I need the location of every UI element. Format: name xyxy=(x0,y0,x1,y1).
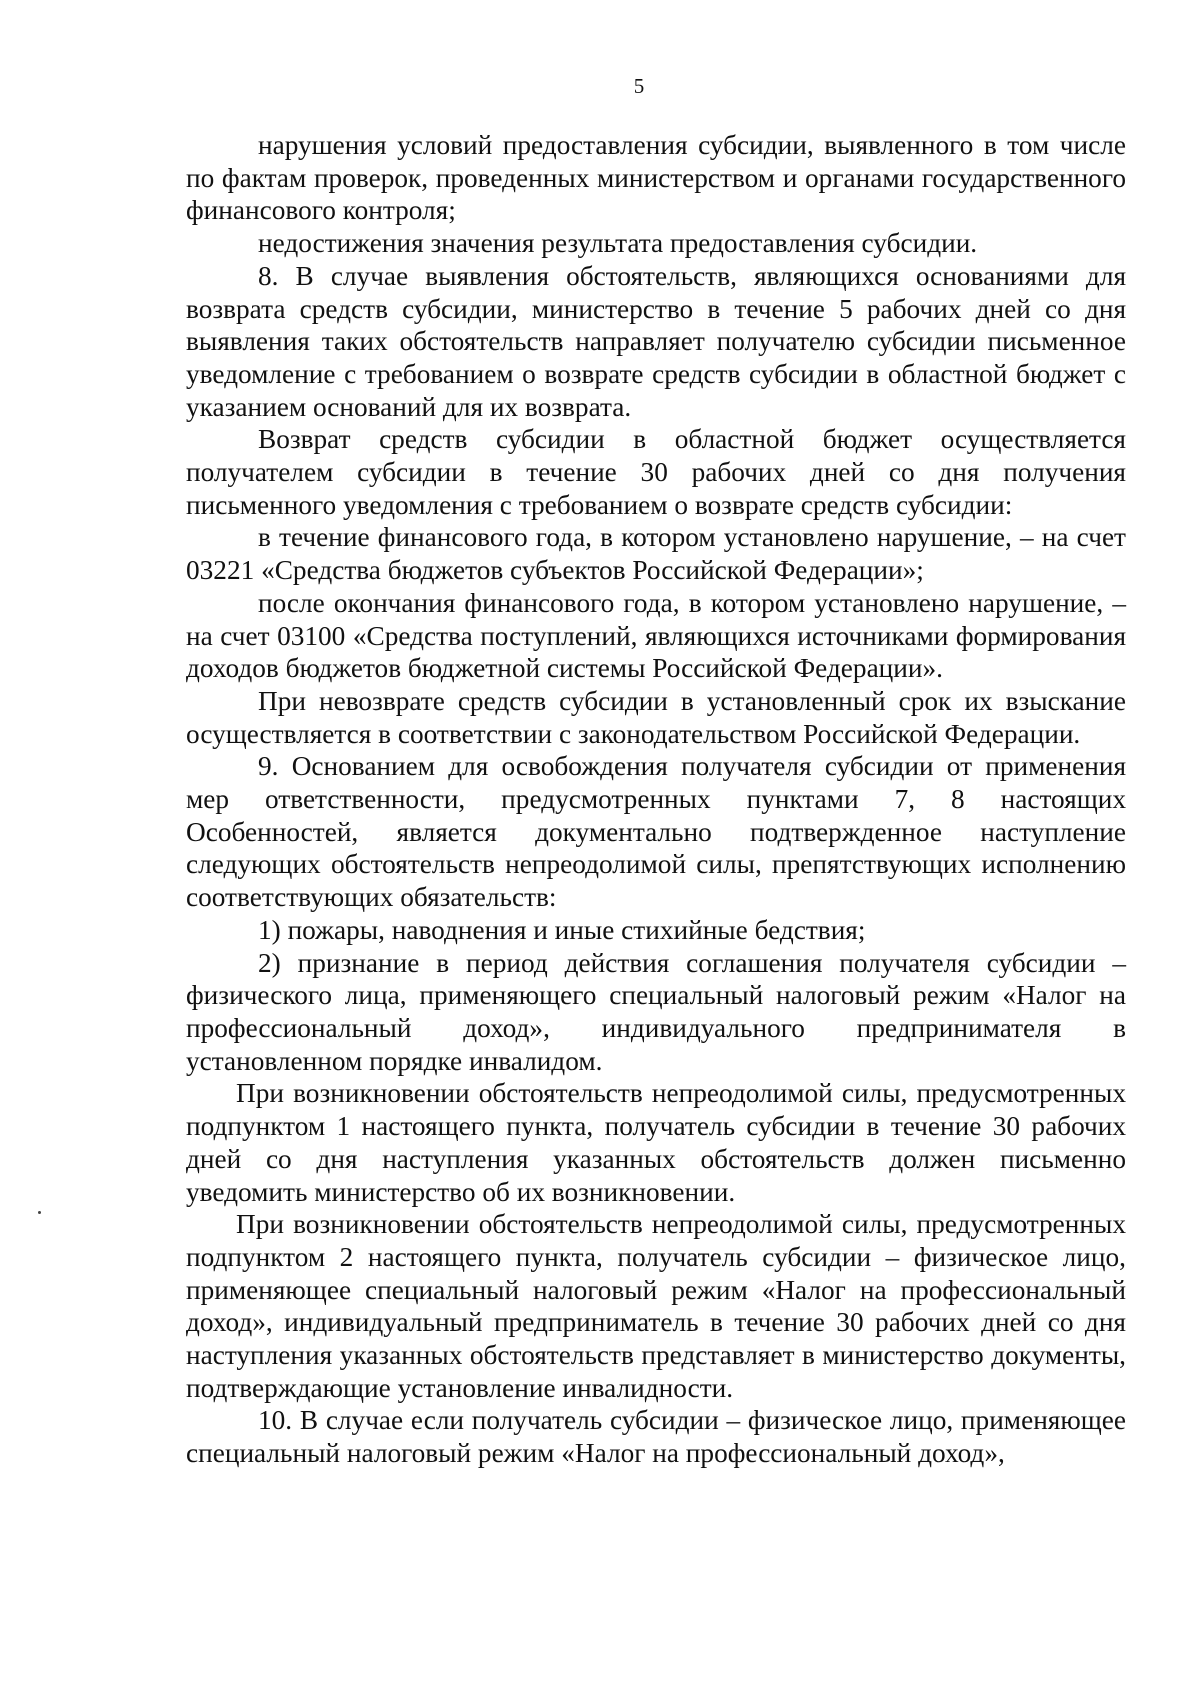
scan-artifact-dot xyxy=(38,1211,41,1214)
paragraph-subitem-1: 1) пожары, наводнения и иные стихийные бедствия; xyxy=(258,914,866,945)
paragraph-account-03100: после окончания финансового года, в котором установлено нарушение, – на счет 03100 «Средства поступлений, являющихся источниками формирования доходов бюджетов бюджетной системы Российской Федерации». xyxy=(186,587,1126,684)
paragraph-violation-conditions: нарушения условий предоставления субсидии, выявленного в том числе по фактам проверок, проведенных министерством и органами государственного финансового контроля; xyxy=(186,130,1126,226)
paragraph-notification-subitem-1: При возникновении обстоятельств непреодолимой силы, предусмотренных подпунктом 1 настоящего пункта, получатель субсидии в течение 30 рабочих дней со дня наступления указанных обстоятельств должен письменно уведомить министерство об их возникновении. xyxy=(186,1078,1126,1207)
paragraph-non-return: При невозврате средств субсидии в установленный срок их взыскание осуществляется в соответствии с законодательством Российской Федерации. xyxy=(186,685,1126,749)
paragraph-notification-subitem-2: При возникновении обстоятельств непреодолимой силы, предусмотренных подпунктом 2 настоящего пункта, получатель субсидии – физическое лицо, применяющее специальный налоговый режим «Налог на профессиональный доход», индивидуальный предприниматель в течение 30 рабочих дней со дня наступления указанных обстоятельств представляет в министерство документы, подтверждающие установление инвалидности. xyxy=(186,1209,1126,1403)
document-body xyxy=(186,129,1126,1470)
page-number: 5 xyxy=(633,74,645,98)
paragraph-item-9: 9. Основанием для освобождения получателя субсидии от применения мер ответственности, предусмотренных пунктами 7, 8 настоящих Особенностей, является документально подтвержденное наступление следующих обстоятельств непреодолимой силы, препятствующих исполнению соответствующих обязательств: xyxy=(186,751,1126,913)
paragraph-refund-procedure: Возврат средств субсидии в областной бюджет осуществляется получателем субсидии в течение 30 рабочих дней со дня получения письменного уведомления с требованием о возврате средств субсидии: xyxy=(186,424,1126,520)
paragraph-subitem-2: 2) признание в период действия соглашения получателя субсидии – физического лица, применяющего специальный налоговый режим «Налог на профессиональный доход», индивидуального предпринимателя в установленном порядке инвалидом. xyxy=(186,947,1126,1076)
paragraph-account-03221: в течение финансового года, в котором установлено нарушение, – на счет 03221 «Средства бюджетов субъектов Российской Федерации»; xyxy=(186,522,1126,586)
paragraph-item-8: 8. В случае выявления обстоятельств, являющихся основаниями для возврата средств субсидии, министерство в течение 5 рабочих дней со дня выявления таких обстоятельств направляет получателю субсидии письменное уведомление с требованием о возврате средств субсидии в областной бюджет с указанием оснований для их возврата. xyxy=(186,260,1126,422)
paragraph-item-10: 10. В случае если получатель субсидии – физическое лицо, применяющее специальный налоговый режим «Налог на профессиональный доход», xyxy=(186,1405,1126,1469)
paragraph-result-not-achieved: недостижения значения результата предоставления субсидии. xyxy=(258,228,978,259)
